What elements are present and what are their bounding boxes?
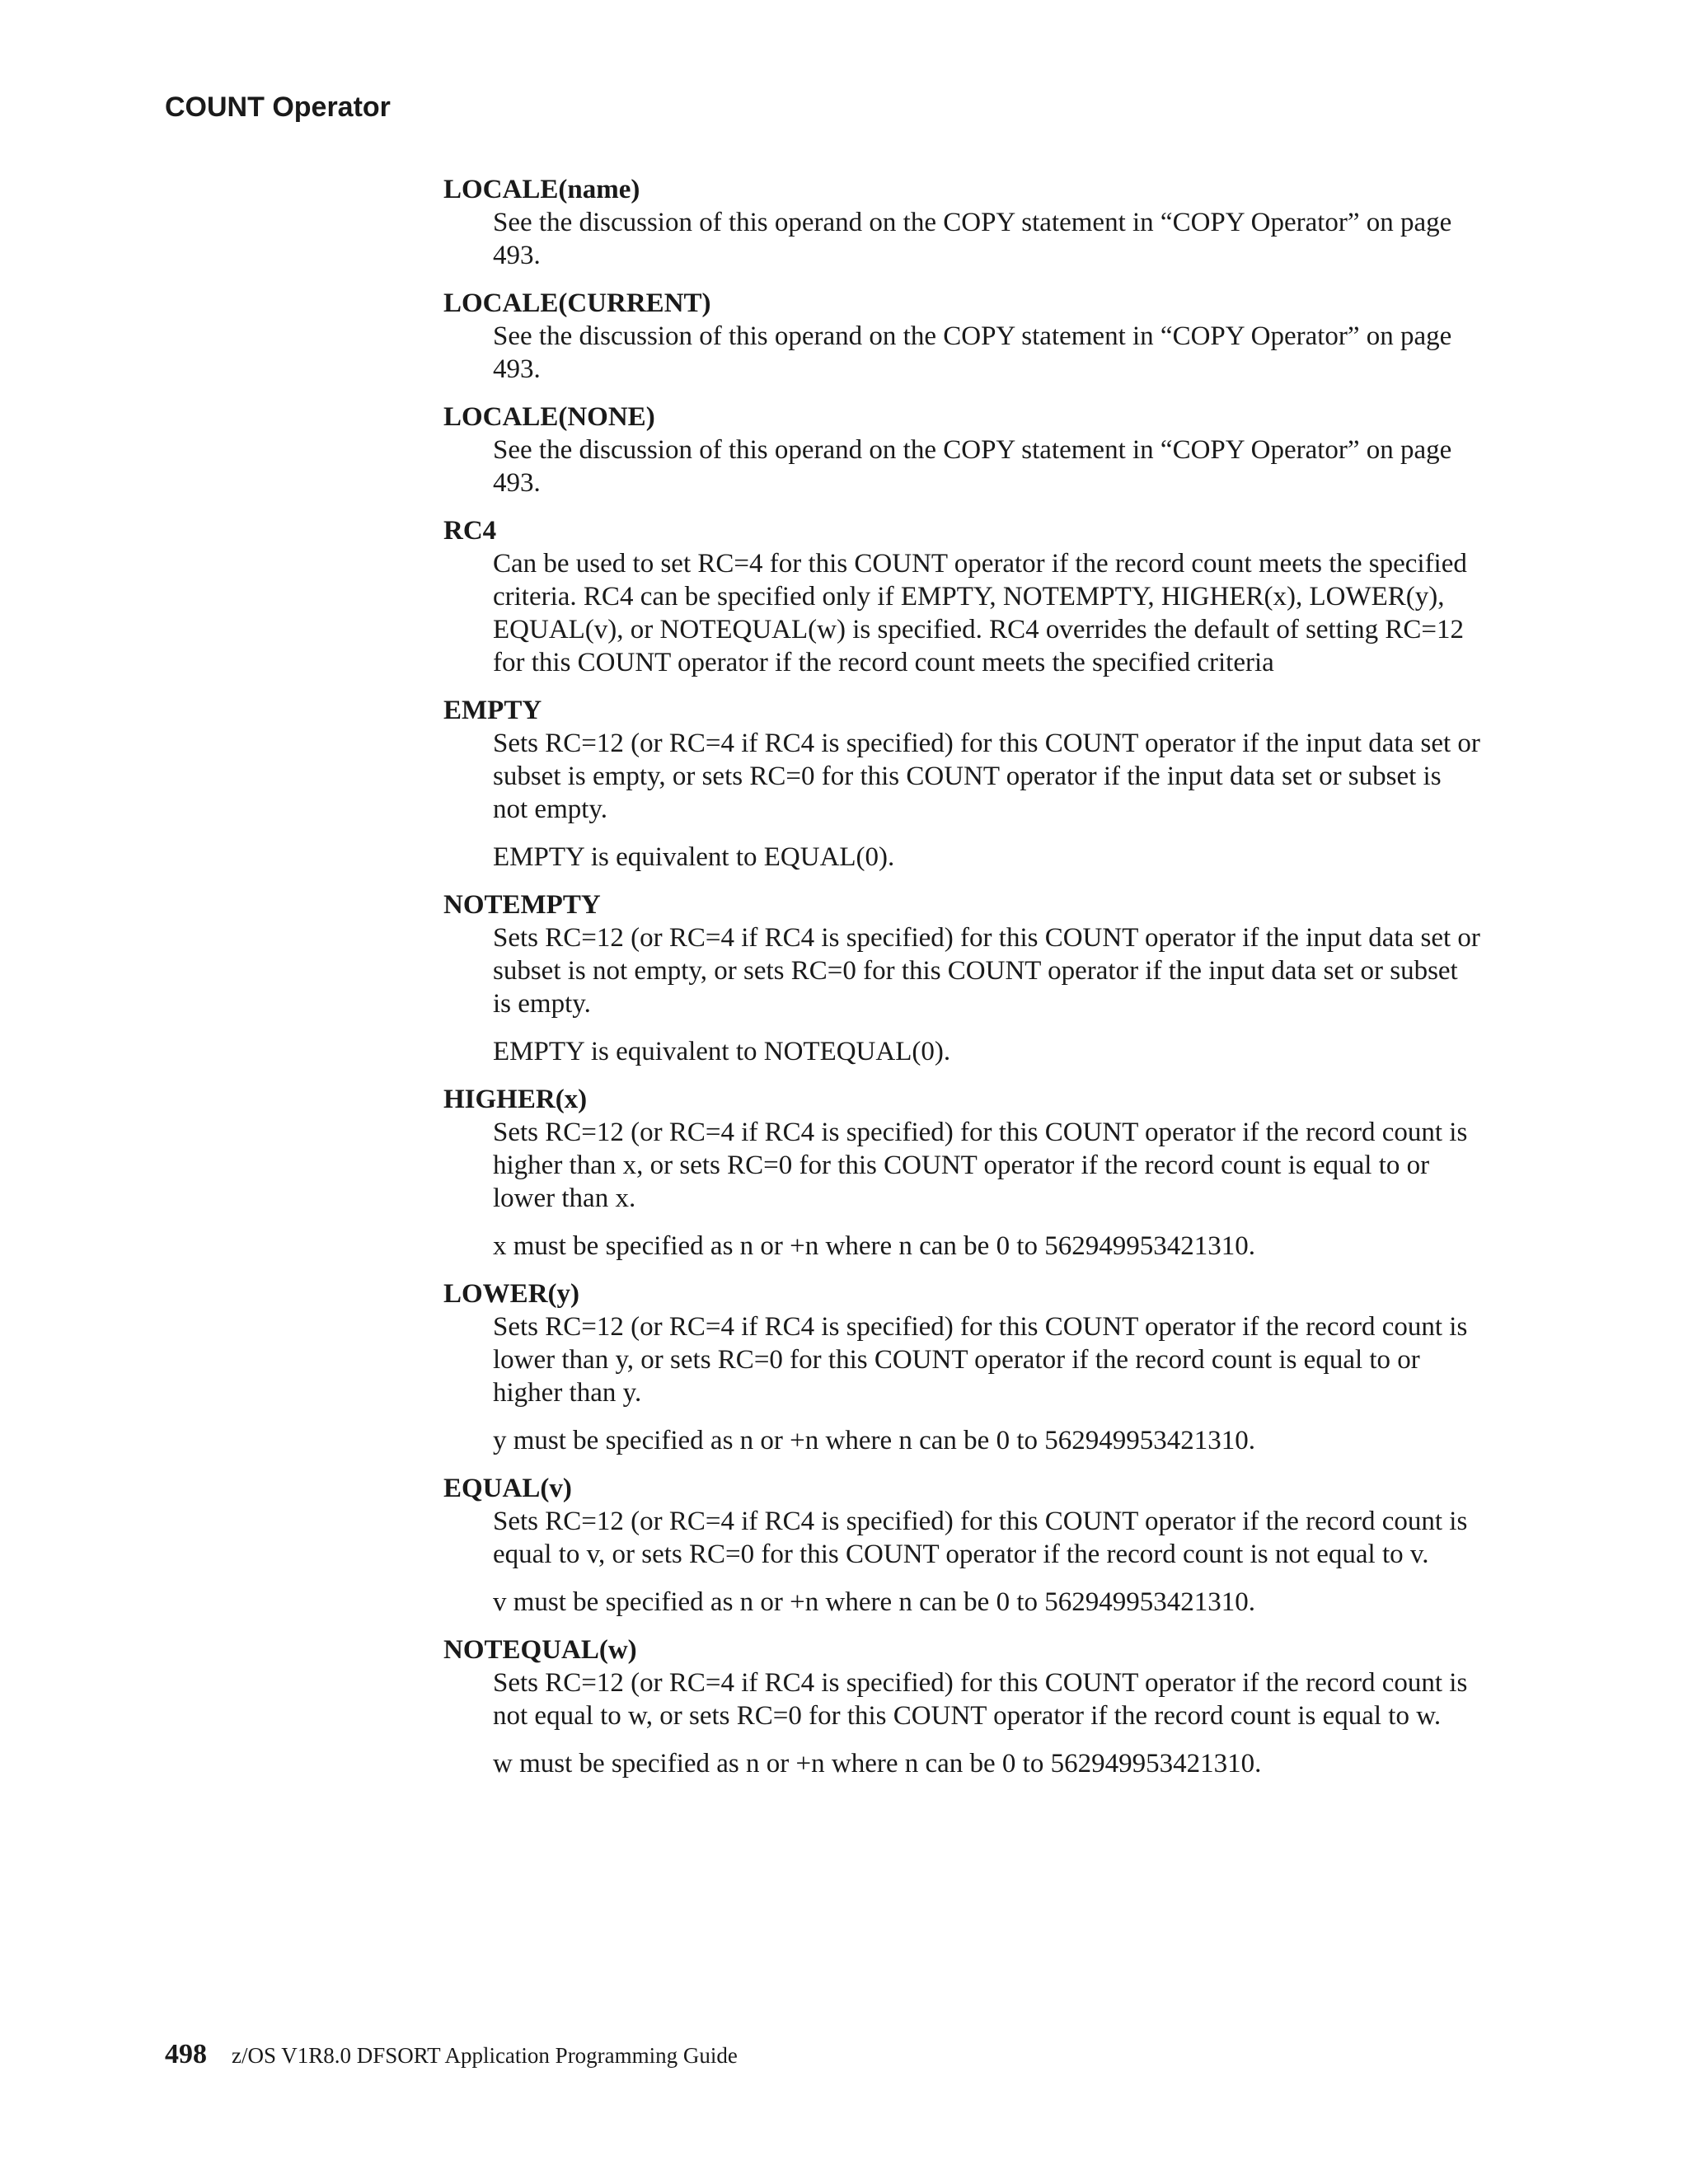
- operand-term: HIGHER(x): [443, 1085, 588, 1114]
- operand-note: EMPTY is equivalent to NOTEQUAL(0).: [493, 1037, 951, 1066]
- operand-term: LOCALE(name): [443, 175, 640, 204]
- operand-note: w must be specified as n or +n where n can be 0 to 562949953421310.: [493, 1749, 1262, 1779]
- operand-term: LOCALE(CURRENT): [443, 288, 711, 318]
- operand-description: See the discussion of this operand on the COPY statement in “COPY Operator” on page 493.: [493, 208, 1452, 270]
- operand-entry-empty: [443, 694, 1482, 874]
- operand-term: RC4: [443, 516, 497, 546]
- operand-term: EQUAL(v): [443, 1474, 572, 1503]
- operand-list: [443, 173, 1482, 1795]
- operand-note: x must be specified as n or +n where n can be 0 to 562949953421310.: [493, 1231, 1255, 1261]
- page-number: 498: [165, 2039, 207, 2069]
- running-head: COUNT Operator: [165, 91, 391, 123]
- operand-entry-notequal: [443, 1633, 1482, 1780]
- operand-description: Sets RC=12 (or RC=4 if RC4 is specified) for this COUNT operator if the record count is higher than x, or sets RC=0 for this COUNT operator if the record count is equal to or lower than x.: [493, 1118, 1468, 1213]
- operand-entry-rc4: [443, 514, 1482, 679]
- operand-description: Sets RC=12 (or RC=4 if RC4 is specified) for this COUNT operator if the input data set or subset is not empty, or sets RC=0 for this COUNT operator if the input data set or subset is empty.: [493, 923, 1480, 1019]
- operand-term: LOCALE(NONE): [443, 402, 655, 432]
- book-title: z/OS V1R8.0 DFSORT Application Programming Guide: [232, 2043, 738, 2068]
- operand-term: NOTEMPTY: [443, 890, 601, 920]
- operand-entry-locale-current: [443, 287, 1482, 386]
- page-footer: [165, 2039, 738, 2070]
- operand-entry-locale-none: [443, 401, 1482, 499]
- operand-description: Sets RC=12 (or RC=4 if RC4 is specified) for this COUNT operator if the record count is not equal to w, or sets RC=0 for this COUNT operator if the record count is equal to w.: [493, 1668, 1468, 1731]
- operand-note: v must be specified as n or +n where n can be 0 to 562949953421310.: [493, 1587, 1255, 1617]
- operand-entry-equal: [443, 1472, 1482, 1619]
- operand-note: y must be specified as n or +n where n can be 0 to 562949953421310.: [493, 1426, 1255, 1455]
- operand-description: Sets RC=12 (or RC=4 if RC4 is specified) for this COUNT operator if the record count is lower than y, or sets RC=0 for this COUNT operator if the record count is equal to or higher than y.: [493, 1312, 1468, 1408]
- operand-note: EMPTY is equivalent to EQUAL(0).: [493, 842, 895, 872]
- operand-description: Sets RC=12 (or RC=4 if RC4 is specified) for this COUNT operator if the record count is equal to v, or sets RC=0 for this COUNT operator if the record count is not equal to v.: [493, 1507, 1468, 1569]
- operand-description: Sets RC=12 (or RC=4 if RC4 is specified) for this COUNT operator if the input data set or subset is empty, or sets RC=0 for this COUNT operator if the input data set or subset is not empty.: [493, 729, 1480, 824]
- operand-term: NOTEQUAL(w): [443, 1635, 637, 1665]
- operand-entry-locale-name: [443, 173, 1482, 272]
- operand-entry-lower: [443, 1277, 1482, 1457]
- operand-description: Can be used to set RC=4 for this COUNT operator if the record count meets the specified criteria. RC4 can be specified only if EMPTY, NOTEMPTY, HIGHER(x), LOWER(y), EQUAL(v), or NOTEQUAL(w) is specified. RC4 overrides the default of setting RC=12 for this COUNT operator if the record count meets the specified criteria: [493, 549, 1467, 677]
- operand-entry-higher: [443, 1083, 1482, 1263]
- operand-term: EMPTY: [443, 696, 542, 725]
- operand-description: See the discussion of this operand on the COPY statement in “COPY Operator” on page 493.: [493, 435, 1452, 498]
- operand-term: LOWER(y): [443, 1279, 579, 1309]
- operand-description: See the discussion of this operand on the COPY statement in “COPY Operator” on page 493.: [493, 321, 1452, 384]
- operand-entry-notempty: [443, 888, 1482, 1068]
